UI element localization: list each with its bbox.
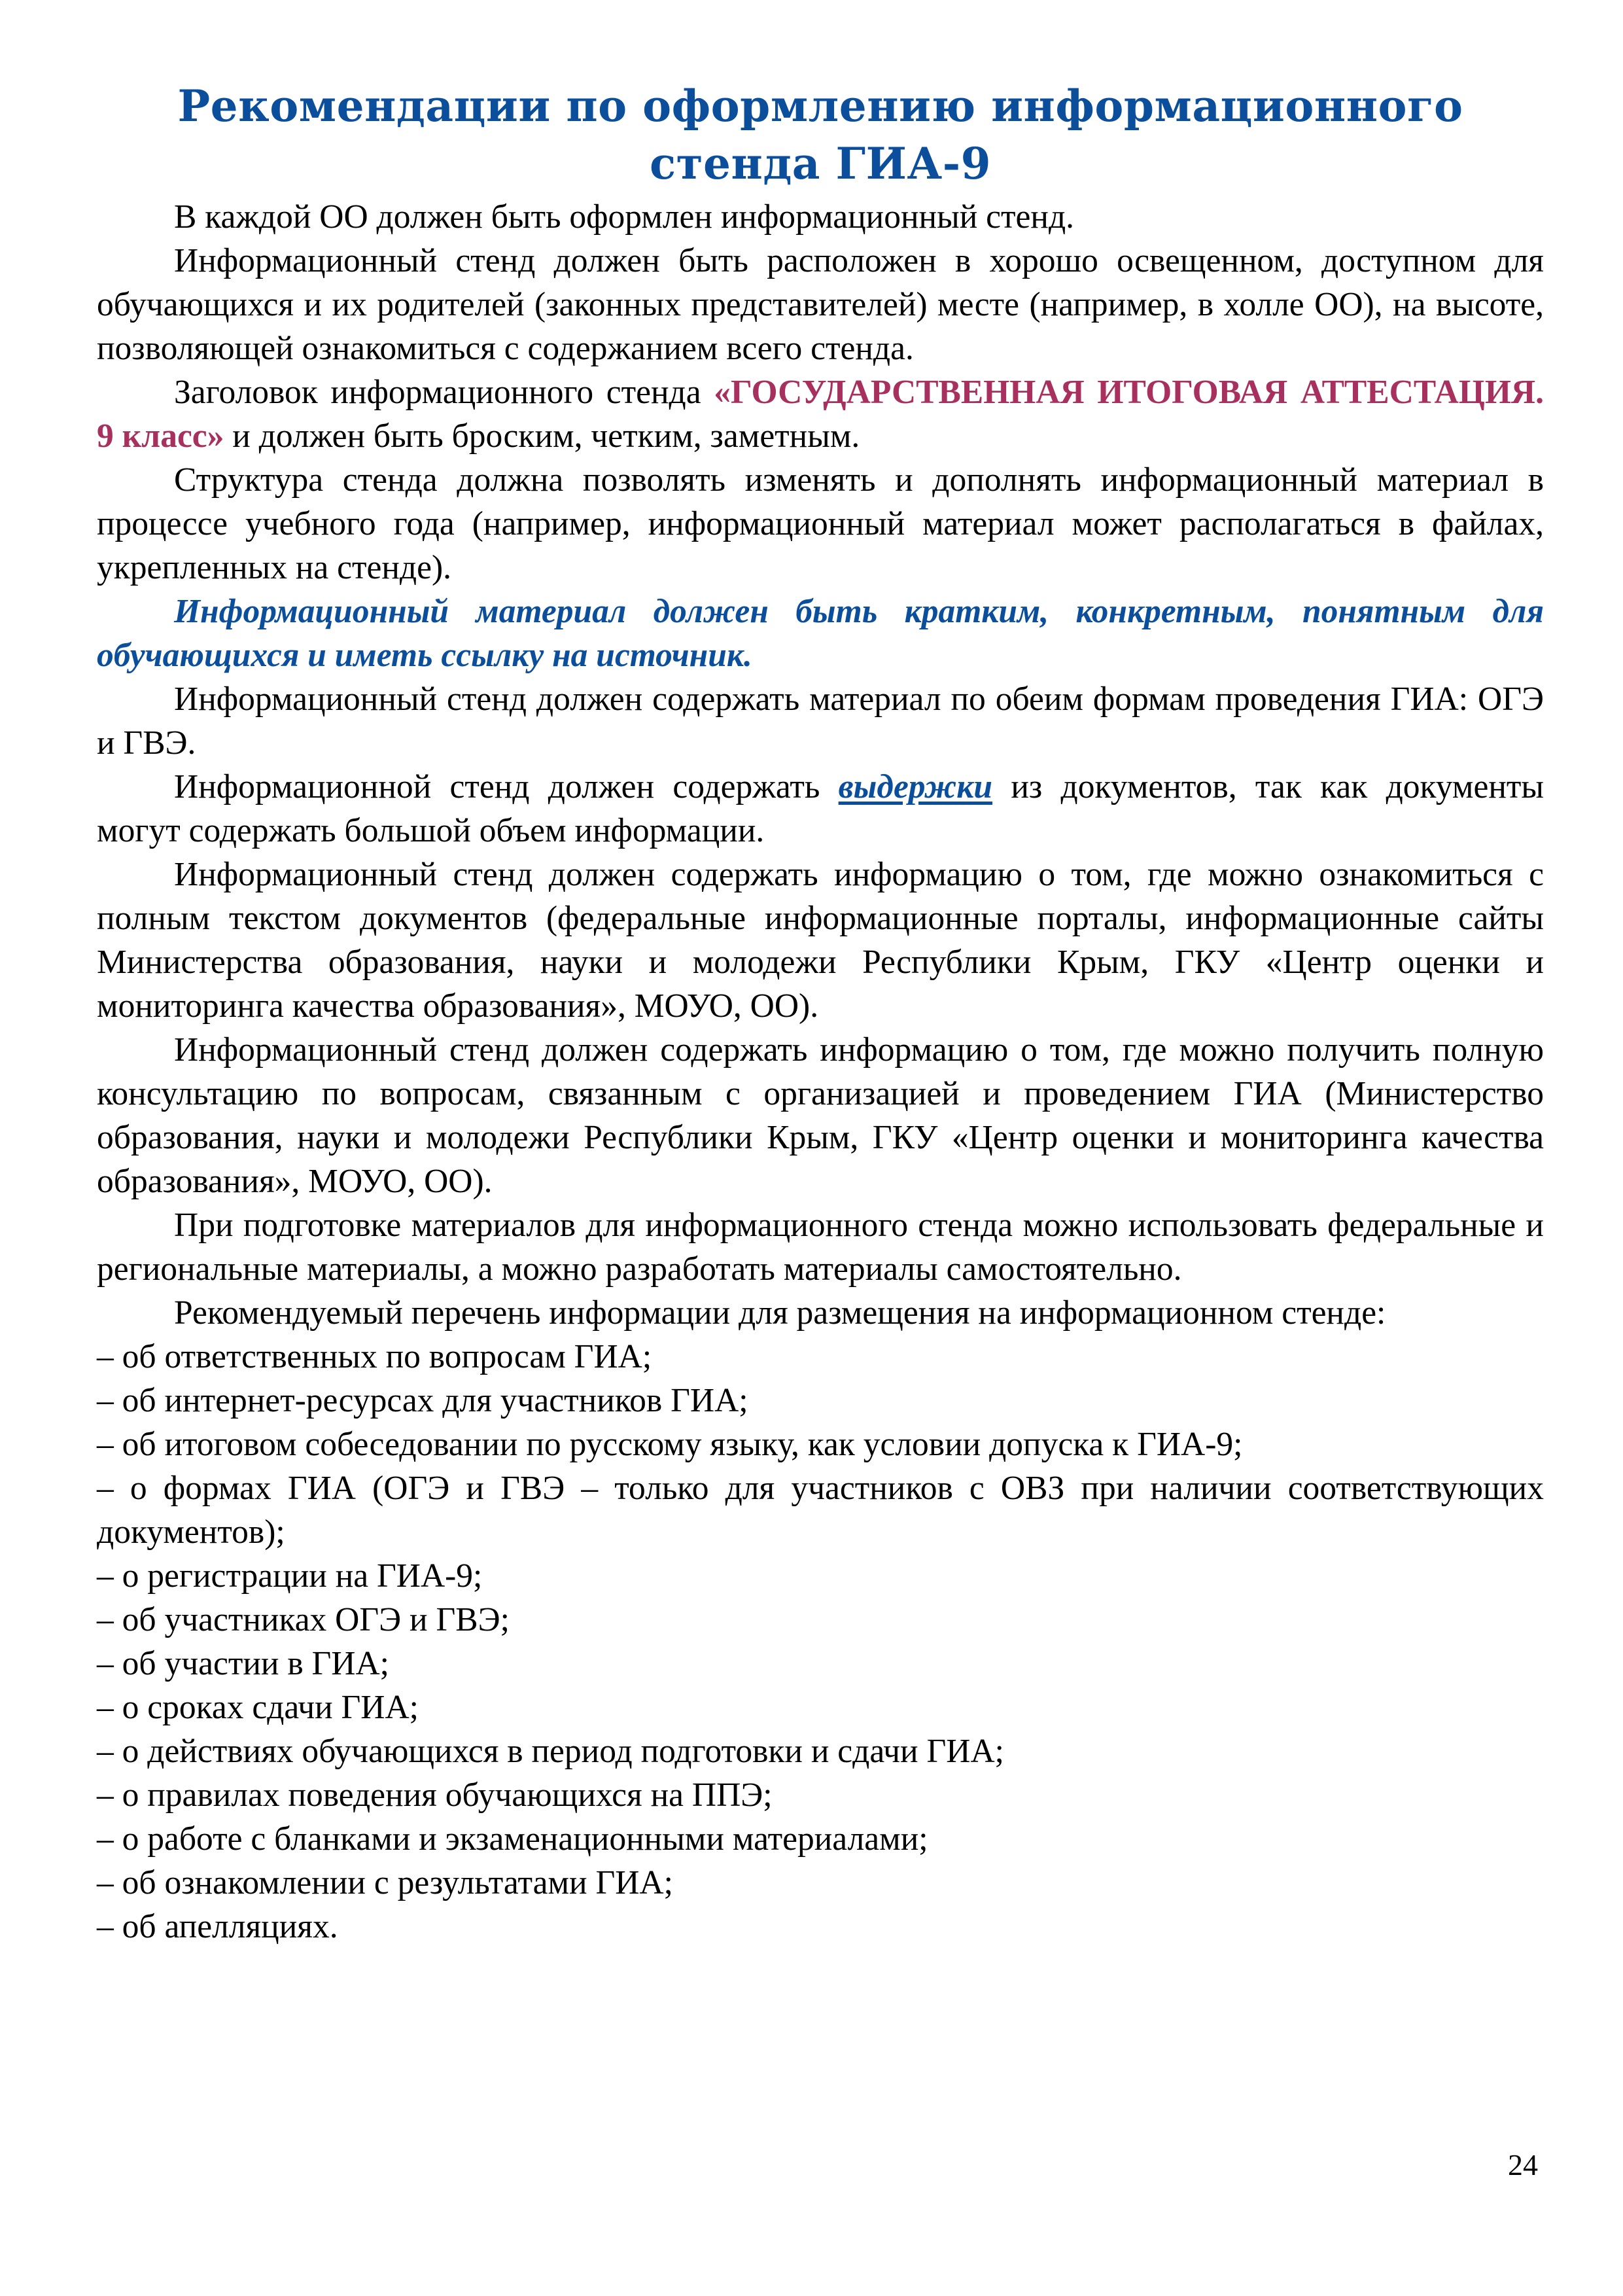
list-item: – об участии в ГИА;: [97, 1645, 389, 1682]
list-item: – об итоговом собеседовании по русскому языку, как условии допуска к ГИА-9;: [97, 1426, 1243, 1463]
excerpts-link[interactable]: выдержки: [838, 768, 993, 805]
paragraph-forms: Информационный стенд должен содержать материал по обеим формам проведения ГИА: ОГЭ и ГВЭ.: [97, 680, 1544, 762]
page-content: [97, 77, 1544, 1949]
page-title: Рекомендации по оформлению информационного стенда ГИА-9: [177, 80, 1463, 189]
list-item: – о регистрации на ГИА-9;: [97, 1557, 483, 1595]
list-item: – об апелляциях.: [97, 1908, 338, 1945]
list-item: – о правилах поведения обучающихся на ППЭ;: [97, 1776, 773, 1814]
recommended-info-list: [97, 1335, 1544, 1949]
paragraph-list-intro: Рекомендуемый перечень информации для размещения на информационном стенде:: [174, 1294, 1386, 1332]
list-item: – о действиях обучающихся в период подготовки и сдачи ГИА;: [97, 1733, 1004, 1770]
paragraph-intro: В каждой ОО должен быть оформлен информационный стенд.: [174, 198, 1075, 236]
list-item: – о работе с бланками и экзаменационными материалами;: [97, 1820, 928, 1858]
list-item: – об ответственных по вопросам ГИА;: [97, 1338, 652, 1375]
excerpts-text-end: из документов, так как документы могут содержать большой объем информации.: [97, 768, 1544, 849]
heading-rule-text: Заголовок информационного стенда: [174, 374, 714, 411]
stand-heading-highlight: «ГОСУДАРСТВЕННАЯ ИТОГОВАЯ АТТЕСТАЦИЯ. 9 класс»: [97, 374, 1544, 455]
paragraph-full-text-sources: Информационный стенд должен содержать информацию о том, где можно ознакомиться с полным текстом документов (федеральные информационные порталы, информационные сайты Министерства образования, науки и молодежи Республики Крым, ГКУ «Центр оценки и мониторинга качества образования», МОУО, ОО).: [97, 856, 1544, 1025]
page-number: 24: [1508, 2148, 1538, 2181]
paragraph-consultation: Информационный стенд должен содержать информацию о том, где можно получить полную консультацию по вопросам, связанным с организацией и проведением ГИА (Министерство образования, науки и молодежи Республики Крым, ГКУ «Центр оценки и мониторинга качества образования», МОУО, ОО).: [97, 1031, 1544, 1200]
list-item: – о сроках сдачи ГИА;: [97, 1689, 419, 1726]
heading-rule-text-end: и должен быть броским, четким, заметным.: [224, 417, 860, 455]
paragraph-excerpts: [97, 765, 1544, 853]
list-item: – об участниках ОГЭ и ГВЭ;: [97, 1601, 510, 1638]
list-item: – об ознакомлении с результатами ГИА;: [97, 1864, 673, 1901]
paragraph-placement: Информационный стенд должен быть расположен в хорошо освещенном, доступном для обучающихся и их родителей (законных представителей) месте (например, в холле ОО), на высоте, позволяющей ознакомиться с содержанием всего стенда.: [97, 242, 1544, 367]
excerpts-text: Информационной стенд должен содержать: [174, 768, 839, 805]
paragraph-structure: Структура стенда должна позволять изменять и дополнять информационный материал в процессе учебного года (например, информационный материал может располагаться в файлах, укрепленных на стенде).: [97, 461, 1544, 586]
paragraph-heading-rule: [97, 370, 1544, 458]
list-item: – об интернет-ресурсах для участников ГИА;: [97, 1382, 748, 1419]
paragraph-materials: При подготовке материалов для информационного стенда можно использовать федеральные и региональные материалы, а можно разработать материалы самостоятельно.: [97, 1207, 1544, 1288]
paragraph-emphasis: Информационный материал должен быть кратким, конкретным, понятным для обучающихся и иметь ссылку на источник.: [97, 593, 1544, 674]
list-item: – о формах ГИА (ОГЭ и ГВЭ – только для участников с ОВЗ при наличии соответствующих документов);: [97, 1470, 1544, 1551]
